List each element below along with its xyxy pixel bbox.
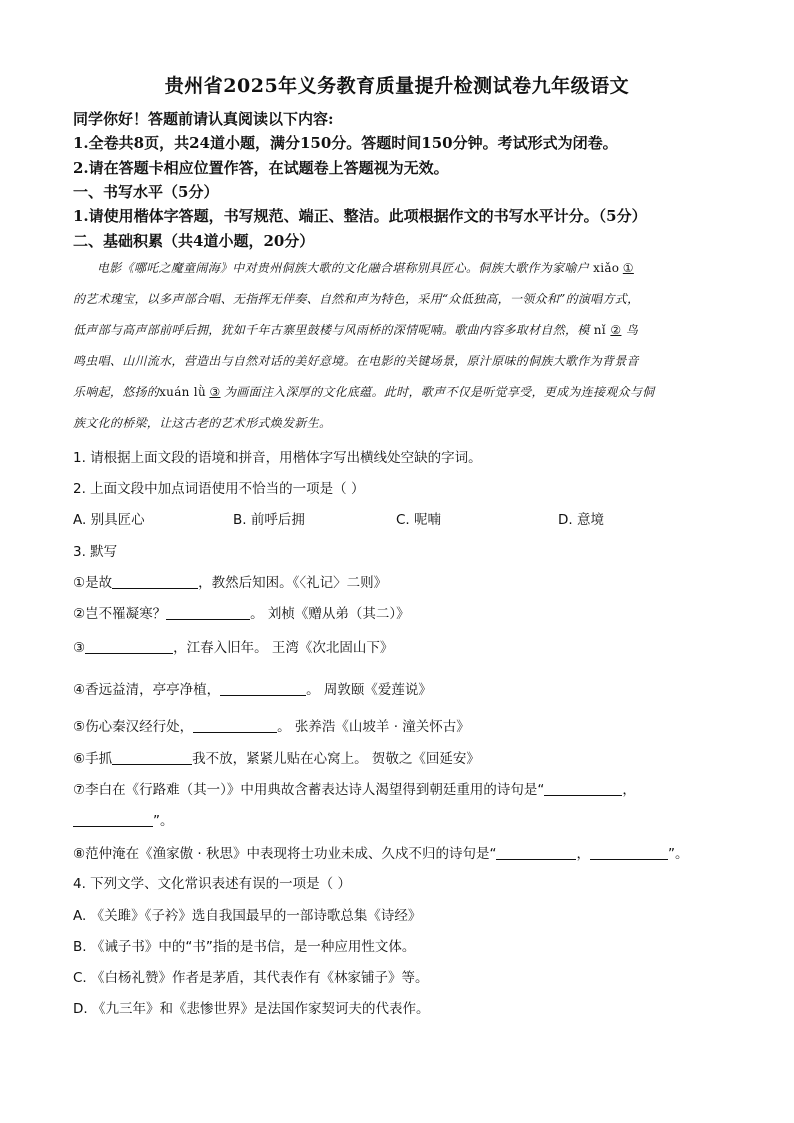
answer-blank[interactable] [166,605,250,620]
section-2-heading: 二、基础积累（共4道小题，20分） [73,232,315,250]
answer-blank[interactable] [85,639,173,654]
q3-text: ⑧范仲淹在《渔家傲 · 秋思》中表现将士功业未成、久戍不归的诗句是“ [73,846,497,862]
exam-title: 贵州省2025年义务教育质量提升检测试卷九年级语文 [164,75,630,97]
q3-text: ⑦李白在《行路难（其一）》中用典故含蓄表达诗人渴望得到朝廷重用的诗句是“ [73,782,545,798]
q2-option-d: D. 意境 [558,512,604,528]
passage-text: 鸟 [625,323,639,337]
blank-marker-3: ③ [209,385,221,399]
passage-line-5 [73,383,728,400]
q3-text: ④香远益清，亭亭净植， [73,682,221,698]
q3-text: ”。 [667,846,689,862]
section-1-item: 1.请使用楷体字答题，书写规范、端正、整洁。此项根据作文的书写水平计分。（5分） [73,207,647,225]
q4-option-d: D. 《九三年》和《悲惨世界》是法国作家契诃夫的代表作。 [73,1001,430,1017]
q3-item-1 [73,571,387,591]
q3-text: ①是故 [73,575,113,591]
question-1: 1. 请根据上面文段的语境和拼音，用楷体字写出横线处空缺的字词。 [73,450,482,466]
q2-option-c: C. 呢喃 [396,512,442,528]
answer-blank[interactable] [112,750,192,765]
q3-text: 。 张养浩《山坡羊 · 潼关怀古》 [277,719,470,735]
passage-line-6: 族文化的桥梁，让这古老的艺术形式焕发新生。 [73,416,332,430]
question-3: 3. 默写 [73,544,118,560]
intro-greeting: 同学你好！答题前请认真阅读以下内容: [73,110,334,128]
answer-blank[interactable] [544,781,622,796]
q3-text: ”。 [153,813,174,829]
q3-text: ，教然后知困。《〈礼记〉二则》 [198,575,388,591]
passage-text: 电影《哪吒之魔童闹海》中对贵州侗族大歌的文化融合堪称别具匠心。侗族大歌作为家喻户 [97,261,590,275]
answer-blank[interactable] [193,718,277,733]
passage-line-2: 的艺术瑰宝，以多声部合唱、无指挥无伴奏、自然和声为特色，采用“众低独高，一领众和”的演唱方式， [73,292,640,306]
answer-blank[interactable] [590,845,668,860]
blank-marker-1: ① [622,261,634,275]
pinyin-1: xiǎo [593,261,620,275]
question-2: 2. 上面文段中加点词语使用不恰当的一项是（ ） [73,481,365,497]
q3-text: ，江春入旧年。 王湾《次北固山下》 [173,640,394,656]
q3-item-8 [73,842,688,862]
q3-text: ③ [73,640,86,656]
answer-blank[interactable] [73,812,153,827]
q2-option-b: B. 前呼后拥 [233,512,305,528]
q2-option-a: A. 别具匠心 [73,512,145,528]
passage-text: 低声部与高声部前呼后拥，犹如千年古寨里鼓楼与风雨桥的深情呢喃。歌曲内容多取材自然，模 [73,323,590,337]
q3-text: ， [576,846,590,862]
answer-blank[interactable] [112,574,198,589]
pinyin-3: xuán lǜ [159,385,206,399]
answer-blank[interactable] [496,845,576,860]
q3-text: 我不放，紧紧儿贴在心窝上。 贺敬之《回延安》 [192,751,480,767]
q3-text: ， [622,782,636,798]
q4-option-a: A. 《关雎》《子衿》选自我国最早的一部诗歌总集《诗经》 [73,908,422,924]
passage-text: 乐响起，悠扬的 [73,385,160,399]
passage-line-1 [73,259,752,276]
q3-text: 。 周敦颐《爱莲说》 [306,682,432,698]
answer-blank[interactable] [220,681,306,696]
intro-item-1: 1.全卷共8页，共24道小题，满分150分。答题时间150分钟。考试形式为闭卷。 [73,134,618,152]
q4-option-c: C. 《白杨礼赞》作者是茅盾，其代表作有《林家铺子》等。 [73,970,429,986]
question-4: 4. 下列文学、文化常识表述有误的一项是（ ） [73,876,351,892]
blank-marker-2: ② [610,323,622,337]
section-1-heading: 一、书写水平（5分） [73,183,219,201]
q4-option-b: B. 《诫子书》中的“书”指的是书信，是一种应用性文体。 [73,939,416,955]
q3-item-6 [73,747,480,767]
passage-line-3 [73,321,728,338]
passage-text: 为画面注入深厚的文化底蕴。此时，歌声不仅是听觉享受，更成为连接观众与侗 [223,385,655,399]
q3-item-7 [73,778,636,798]
q3-text: ⑥手抓 [73,751,113,767]
q3-item-7-cont [73,809,174,829]
q3-text: 。 刘桢《赠从弟（其二）》 [250,606,410,622]
q3-item-3 [73,636,393,656]
q3-text: ②岂不罹凝寒？ [73,606,167,622]
passage-line-4: 鸣虫唱、山川流水，营造出与自然对话的美好意境。在电影的关键场景，原汁原味的侗族大歌作为背景音 [73,354,639,368]
q3-item-2 [73,602,410,622]
intro-item-2: 2.请在答题卡相应位置作答，在试题卷上答题视为无效。 [73,159,449,177]
q3-text: ⑤伤心秦汉经行处， [73,719,194,735]
pinyin-2: nǐ [593,323,606,337]
q3-item-5 [73,715,470,735]
q3-item-4 [73,678,432,698]
